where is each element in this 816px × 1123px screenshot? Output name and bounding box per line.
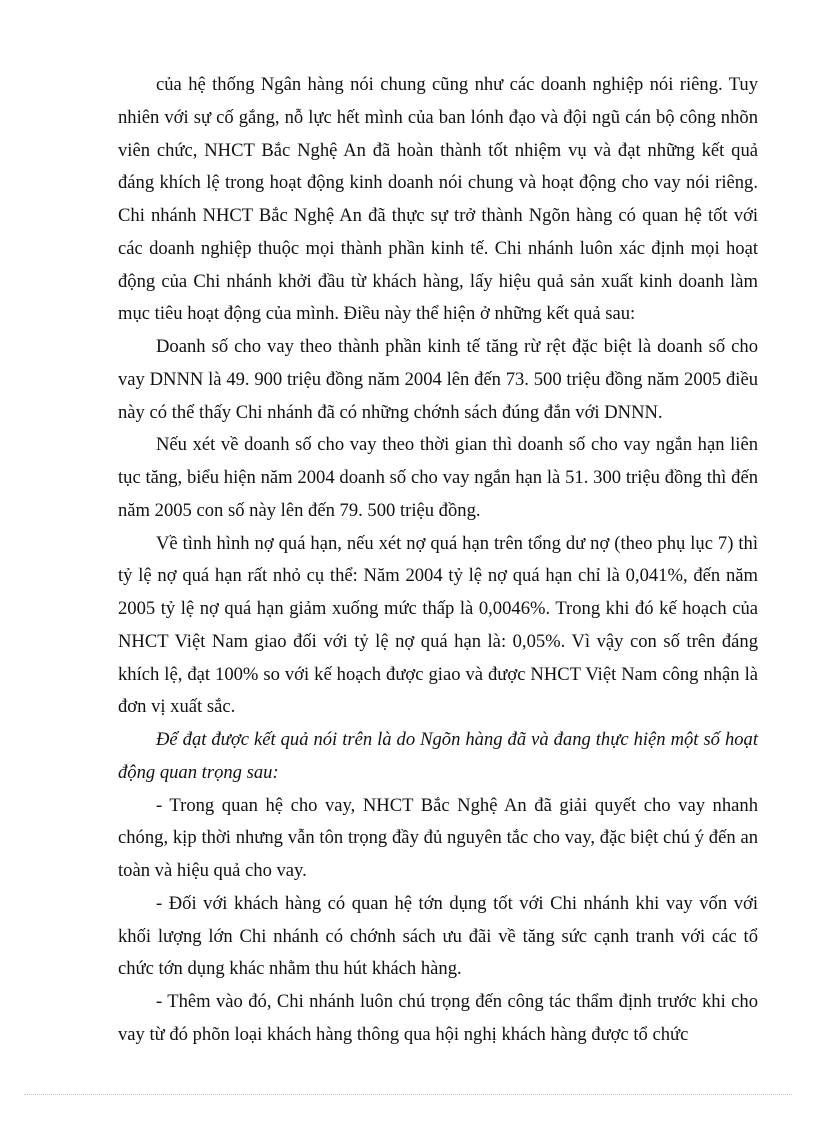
paragraph-bullet-appraisal: - Thêm vào đó, Chi nhánh luôn chú trọng đến công tác thẩm định trước khi cho vay từ đó phõn loại khách hàng thông qua hội nghị khách hàng được tổ chức: [118, 991, 758, 1045]
page-bottom-divider: [24, 1094, 792, 1095]
paragraph-bullet-credit-customers: - Đối với khách hàng có quan hệ tớn dụng tốt với Chi nhánh khi vay vốn với khối lượng lớn Chi nhánh có chớnh sách ưu đãi về tăng sức cạnh tranh với các tổ chức tớn dụng khác nhằm thu hút khách hàng.: [118, 892, 758, 980]
body-text: [118, 69, 758, 1052]
paragraph-overdue-debt: Về tình hình nợ quá hạn, nếu xét nợ quá hạn trên tổng dư nợ (theo phụ lục 7) thì tỷ lệ nợ quá hạn rất nhỏ cụ thể: Năm 2004 tỷ lệ nợ quá hạn chỉ là 0,041%, đến năm 2005 tỷ lệ nợ quá hạn giảm xuống mức thấp là 0,0046%. Trong khi đó kế hoạch của NHCT Việt Nam giao đối với tỷ lệ nợ quá hạn là: 0,05%. Vì vậy con số trên đáng khích lệ, đạt 100% so với kế hoạch được giao và được NHCT Việt Nam công nhận là đơn vị xuất sắc.: [118, 532, 758, 718]
paragraph-loan-by-sector: Doanh số cho vay theo thành phần kinh tế tăng rừ rệt đặc biệt là doanh số cho vay DNNN là 49. 900 triệu đồng năm 2004 lên đến 73. 500 triệu đồng năm 2005 điều này có thể thấy Chi nhánh đã có những chớnh sách đúng đắn với DNNN.: [118, 336, 758, 423]
paragraph-bullet-loan-relations: - Trong quan hệ cho vay, NHCT Bắc Nghệ An đã giải quyết cho vay nhanh chóng, kịp thời nhưng vẫn tôn trọng đầy đủ nguyên tắc cho vay, đặc biệt chú ý đến an toàn và hiệu quả cho vay.: [118, 794, 758, 881]
paragraph-key-activities-heading: Để đạt được kết quả nói trên là do Ngõn hàng đã và đang thực hiện một số hoạt động quan trọng sau:: [118, 729, 758, 783]
paragraph-loan-by-term: Nếu xét về doanh số cho vay theo thời gian thì doanh số cho vay ngắn hạn liên tục tăng, biểu hiện năm 2004 doanh số cho vay ngắn hạn là 51. 300 triệu đồng thì đến năm 2005 con số này lên đến 79. 500 triệu đồng.: [118, 434, 758, 521]
paragraph-intro-continuation: của hệ thống Ngân hàng nói chung cũng như các doanh nghiệp nói riêng. Tuy nhiên với sự cố gắng, nỗ lực hết mình của ban lónh đạo và đội ngũ cán bộ công nhõn viên chức, NHCT Bắc Nghệ An đã hoàn thành tốt nhiệm vụ và đạt những kết quả đáng khích lệ trong hoạt động kinh doanh nói chung và hoạt động cho vay nói riêng. Chi nhánh NHCT Bắc Nghệ An đã thực sự trở thành Ngõn hàng có quan hệ tốt với các doanh nghiệp thuộc mọi thành phần kinh tế. Chi nhánh luôn xác định mọi hoạt động của Chi nhánh khởi đầu từ khách hàng, lấy hiệu quả sản xuất kinh doanh làm mục tiêu hoạt động của mình. Điều này thể hiện ở những kết quả sau:: [118, 74, 758, 325]
